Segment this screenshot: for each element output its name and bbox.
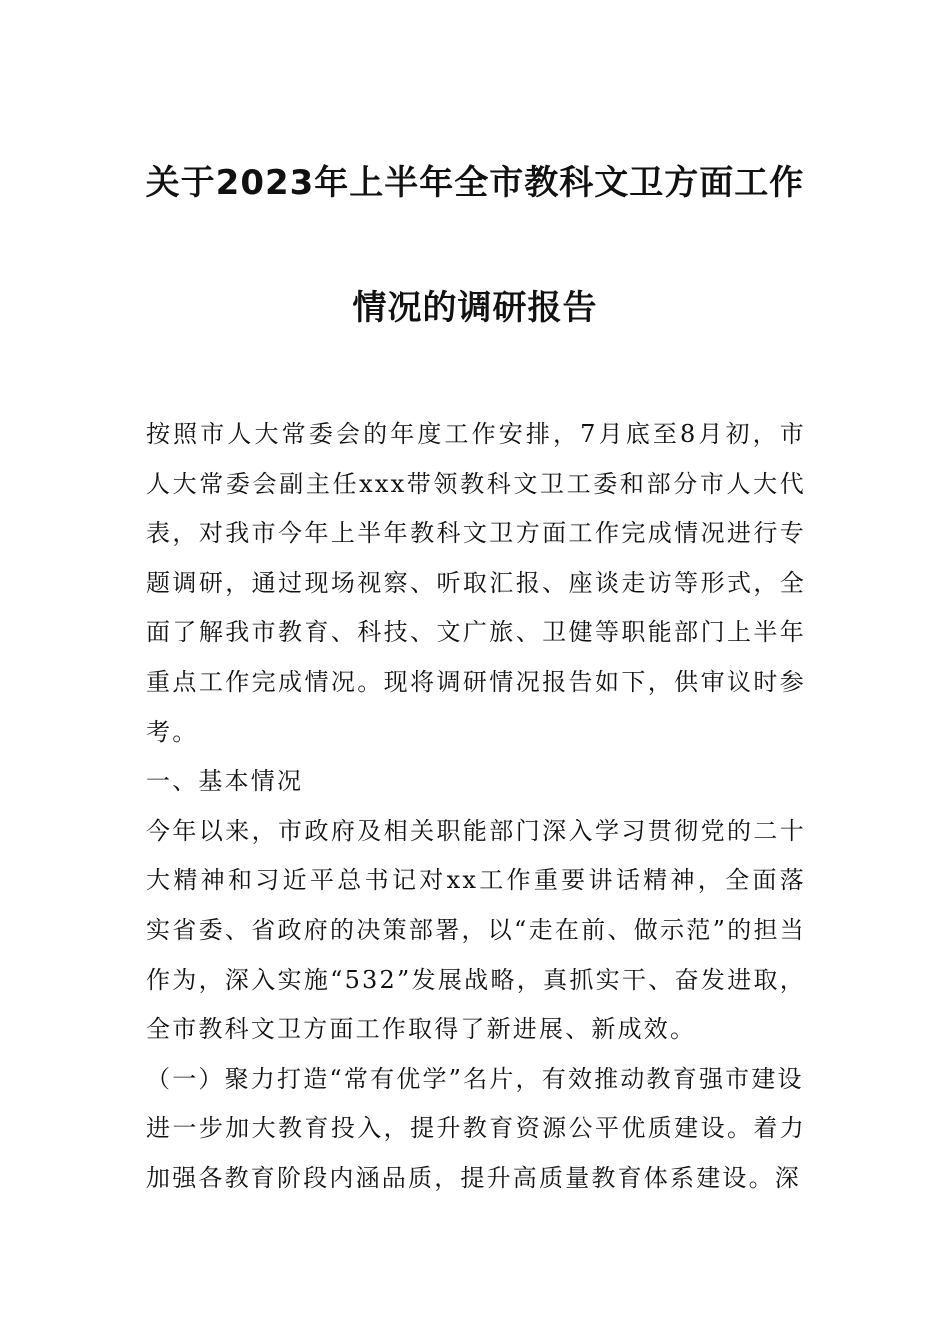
document-title-line-1: 关于2023年上半年全市教科文卫方面工作 [145, 163, 805, 203]
section-heading-basic-situation: 一、基本情况 [146, 767, 304, 796]
paragraph-overview: 今年以来，市政府及相关职能部门深入学习贯彻党的二十大精神和习近平总书记对xx工作重要讲话精神，全面落实省委、省政府的决策部署，以“走在前、做示范”的担当作为，深入实施“532”发展战略，真抓实干、奋发进取，全市教科文卫方面工作取得了新进展、新成效。 [146, 816, 806, 1044]
paragraph-education: 进一步加大教育投入，提升教育资源公平优质建设。着力加强各教育阶段内涵品质，提升高质量教育体系建设。深 [146, 1114, 806, 1192]
subsection-heading-education: （一）聚力打造“常有优学”名片，有效推动教育强市建设 [146, 1064, 804, 1093]
document-body [146, 410, 806, 1204]
document-title-line-2: 情况的调研报告 [352, 288, 598, 328]
paragraph-intro: 按照市人大常委会的年度工作安排，7月底至8月初，市人大常委会副主任xxx带领教科文卫工委和部分市人大代表，对我市今年上半年教科文卫方面工作完成情况进行专题调研，通过现场视察、听取汇报、座谈走访等形式，全面了解我市教育、科技、文广旅、卫健等职能部门上半年重点工作完成情况。现将调研情况报告如下，供审议时参考。 [146, 420, 806, 746]
